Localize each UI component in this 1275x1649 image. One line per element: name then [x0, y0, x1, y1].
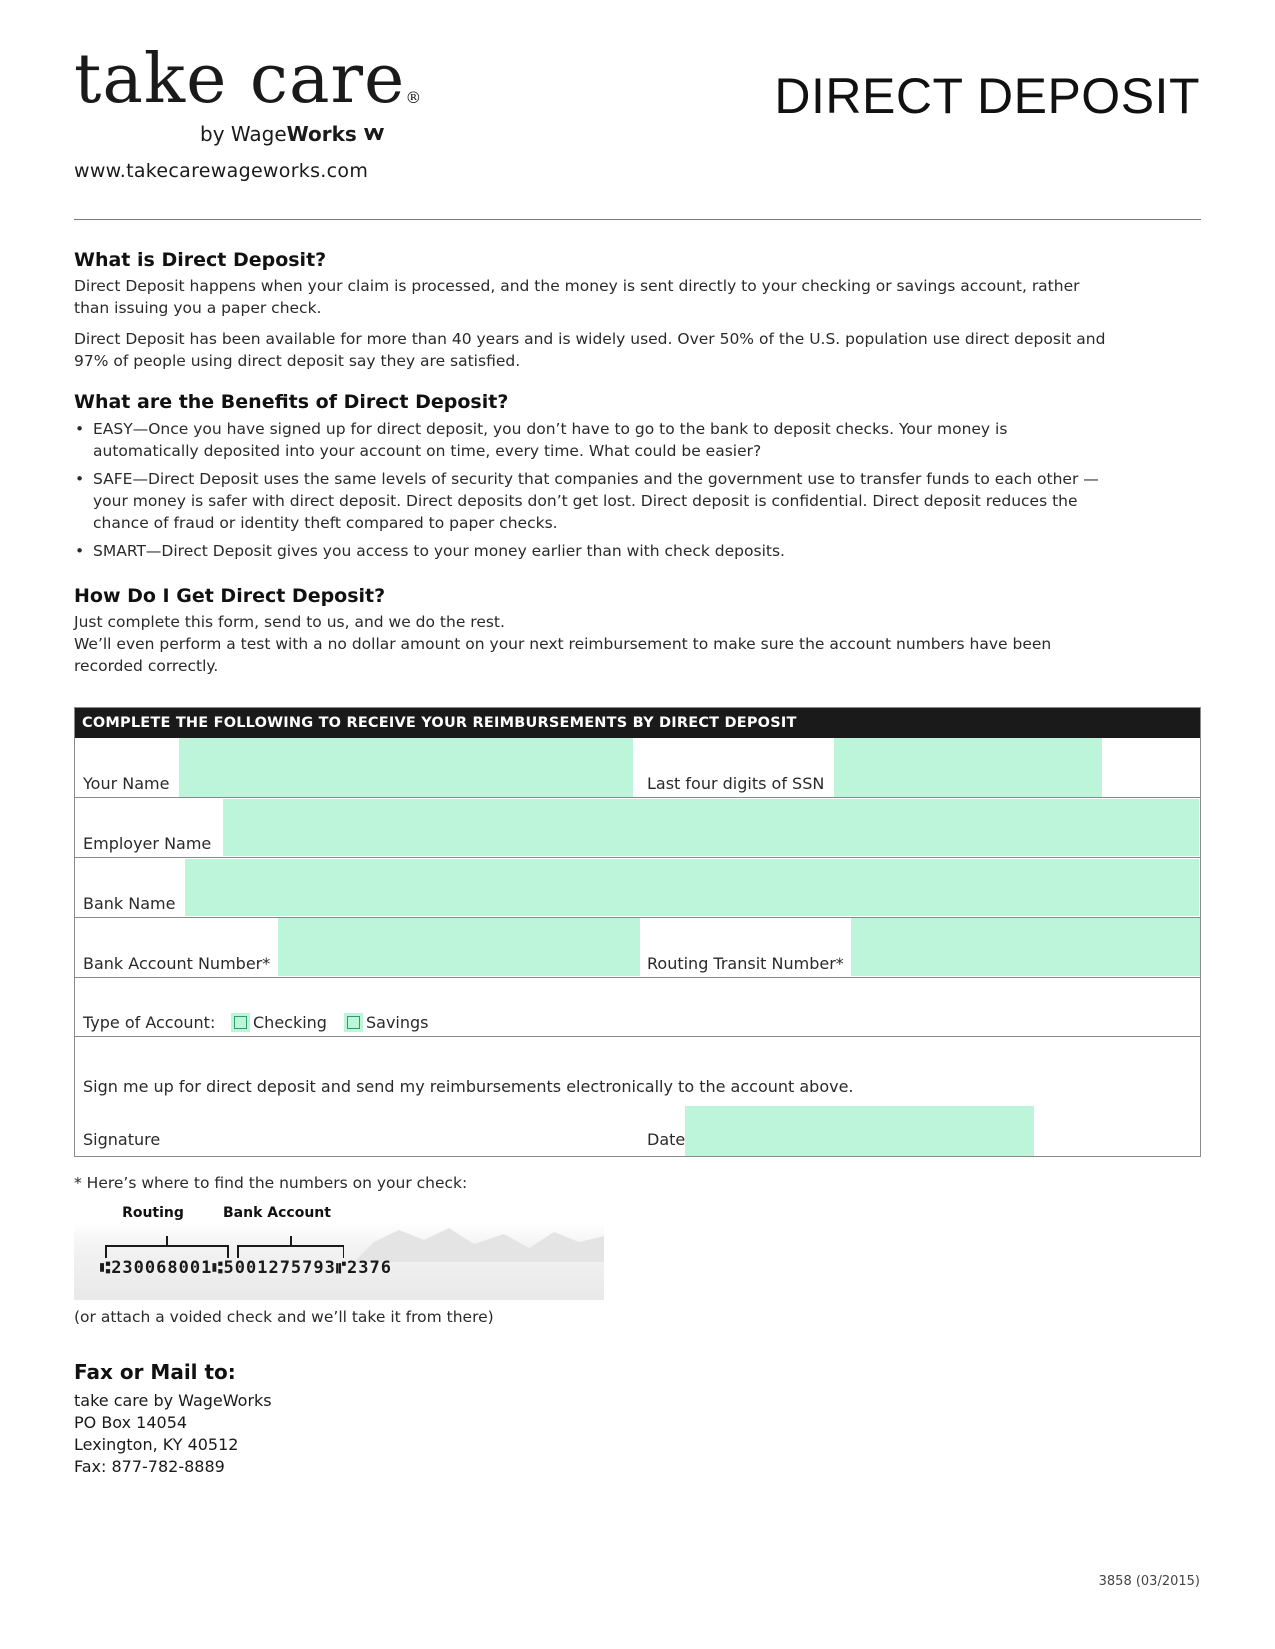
routing-number-label: Routing Transit Number*: [647, 954, 844, 973]
list-item: • SAFE—Direct Deposit uses the same levels of security that companies and the government use to transfer funds to each other — your money is safer with direct deposit. Direct deposits don’t get lost. Direct deposit is confidential. Direct deposit reduces the chance of fraud or identity theft compared to paper checks.: [74, 468, 1114, 534]
form-row-account: [75, 918, 1200, 978]
address-line: Lexington, KY 40512: [74, 1435, 239, 1454]
section-heading: How Do I Get Direct Deposit?: [74, 585, 386, 607]
checking-option[interactable]: [234, 1013, 327, 1033]
employer-name-label: Employer Name: [83, 834, 212, 853]
bank-name-field[interactable]: [185, 859, 1199, 916]
account-caption-line: Bank Account: [223, 1205, 331, 1221]
paragraph: Direct Deposit happens when your claim is processed, and the money is sent directly to your checking or savings account, rather than issuing you a paper check.: [74, 277, 1080, 317]
logo-by-bold: Works: [286, 122, 357, 146]
list-item: • SMART—Direct Deposit gives you access to your money earlier than with check deposits.: [74, 540, 1114, 562]
section-heading: What is Direct Deposit?: [74, 249, 327, 271]
savings-option[interactable]: [347, 1013, 429, 1033]
section-what-is: [74, 248, 1114, 372]
form-row-signature: [75, 1037, 1200, 1156]
number-brackets: [104, 1236, 344, 1260]
date-field[interactable]: [685, 1106, 1034, 1156]
your-name-label: Your Name: [83, 774, 170, 793]
section-heading: What are the Benefits of Direct Deposit?: [74, 391, 509, 413]
mail-address: [74, 1390, 272, 1478]
form-row-bank: [75, 858, 1200, 918]
check-tear-edge: [354, 1222, 604, 1262]
micr-line: ⑆230068001⑆5001275793⑈2376: [100, 1258, 393, 1278]
savings-label: Savings: [366, 1013, 429, 1032]
form-row-name: [75, 738, 1200, 798]
your-name-field[interactable]: [179, 738, 633, 797]
paragraph: Direct Deposit has been available for more than 40 years and is widely used. Over 50% of the U.S. population use direct deposit and 97% of people using direct deposit say they are satisfied.: [74, 330, 1106, 370]
mail-block: [74, 1360, 272, 1478]
address-line: Fax: 877-782-8889: [74, 1457, 225, 1476]
form-row-employer: [75, 798, 1200, 858]
check-image: [74, 1222, 604, 1300]
routing-caption-line: Routing: [122, 1205, 184, 1221]
routing-number-field[interactable]: [851, 918, 1200, 976]
list-item: • EASY—Once you have signed up for direct deposit, you don’t have to go to the bank to deposit checks. Your money is automatically deposited into your account on time, every time. What could be easier?: [74, 418, 1114, 462]
savings-checkbox[interactable]: [347, 1016, 360, 1029]
logo-byline: [200, 122, 385, 146]
form-header: COMPLETE THE FOLLOWING TO RECEIVE YOUR REIMBURSEMENTS BY DIRECT DEPOSIT: [75, 708, 1200, 738]
logo: [74, 40, 422, 120]
paragraph: We’ll even perform a test with a no dollar amount on your next reimbursement to make sure the account numbers have been recorded correctly.: [74, 635, 1052, 675]
form-number: 3858 (03/2015): [1098, 1574, 1200, 1589]
address-line: PO Box 14054: [74, 1413, 188, 1432]
paragraph: Just complete this form, send to us, and we do the rest.: [74, 613, 505, 631]
header-divider: [74, 219, 1201, 220]
website-url: www.takecarewageworks.com: [74, 160, 369, 182]
employer-name-field[interactable]: [223, 799, 1199, 856]
logo-by-text: by Wage: [200, 122, 287, 146]
signature-label: Signature: [83, 1130, 161, 1149]
form-row-account-type: [75, 978, 1200, 1037]
address-line: take care by WageWorks: [74, 1391, 272, 1410]
registered-mark: ®: [405, 88, 423, 107]
check-help-intro: * Here’s where to find the numbers on your check:: [74, 1174, 468, 1192]
date-label: Date: [647, 1130, 686, 1149]
account-type-label: Type of Account:: [83, 1013, 216, 1032]
mail-heading: Fax or Mail to:: [74, 1360, 236, 1384]
consent-text: Sign me up for direct deposit and send my reimbursements electronically to the account above.: [83, 1077, 854, 1096]
ssn-label: Last four digits of SSN: [647, 774, 825, 793]
checking-label: Checking: [253, 1013, 327, 1032]
direct-deposit-form: [74, 707, 1201, 1157]
section-how: [74, 584, 1114, 677]
check-diagram: [74, 1204, 604, 1304]
voided-check-note: (or attach a voided check and we’ll take it from there): [74, 1308, 494, 1326]
benefits-list: [74, 418, 1114, 562]
page-title: DIRECT DEPOSIT: [774, 68, 1200, 124]
account-number-label: Bank Account Number*: [83, 954, 271, 973]
wageworks-w-icon: [363, 126, 385, 142]
logo-text: take care: [74, 40, 406, 119]
ssn-field[interactable]: [834, 738, 1102, 797]
section-benefits: [74, 390, 1114, 568]
bank-name-label: Bank Name: [83, 894, 176, 913]
account-number-field[interactable]: [278, 918, 640, 976]
checking-checkbox[interactable]: [234, 1016, 247, 1029]
